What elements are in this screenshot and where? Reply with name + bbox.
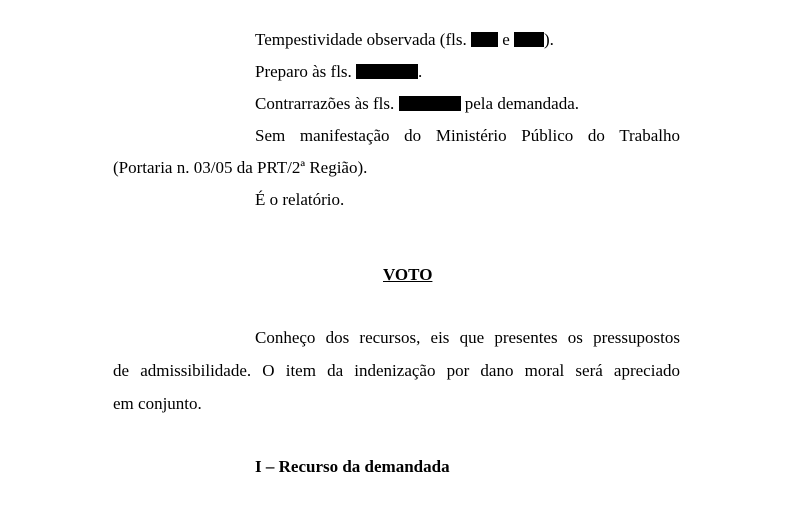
voto-title: VOTO — [383, 265, 433, 284]
section-heading: I – Recurso da demandada — [255, 457, 450, 476]
voto-paragraph-line-1: Conheço dos recursos, eis que presentes os pressupostos — [255, 328, 680, 347]
contrarrazoes-close: pela demandada. — [460, 94, 579, 113]
contrarrazoes-line — [255, 94, 579, 114]
redaction-box — [356, 64, 418, 79]
relatorio-line: É o relatório. — [255, 190, 345, 209]
tempestividade-text: Tempestividade observada (fls. — [255, 30, 471, 49]
manifestacao-line-2: (Portaria n. 03/05 da PRT/2ª Região). — [113, 158, 368, 177]
contrarrazoes-text: Contrarrazões às fls. — [255, 94, 399, 113]
voto-paragraph-line-2: de admissibilidade. O item da indenização por dano moral será apreciado — [113, 361, 680, 380]
redaction-box — [399, 96, 461, 111]
tempestividade-line — [255, 30, 554, 50]
voto-paragraph-line-3: em conjunto. — [113, 394, 202, 413]
tempestividade-close: ). — [544, 30, 554, 49]
preparo-text: Preparo às fls. — [255, 62, 357, 81]
manifestacao-line-1: Sem manifestação do Ministério Público do Trabalho — [255, 126, 680, 145]
preparo-close: . — [418, 62, 423, 81]
redaction-box — [471, 32, 498, 47]
redaction-box — [514, 32, 544, 47]
preparo-line — [255, 62, 422, 82]
tempestividade-conjunction: e — [497, 30, 515, 49]
